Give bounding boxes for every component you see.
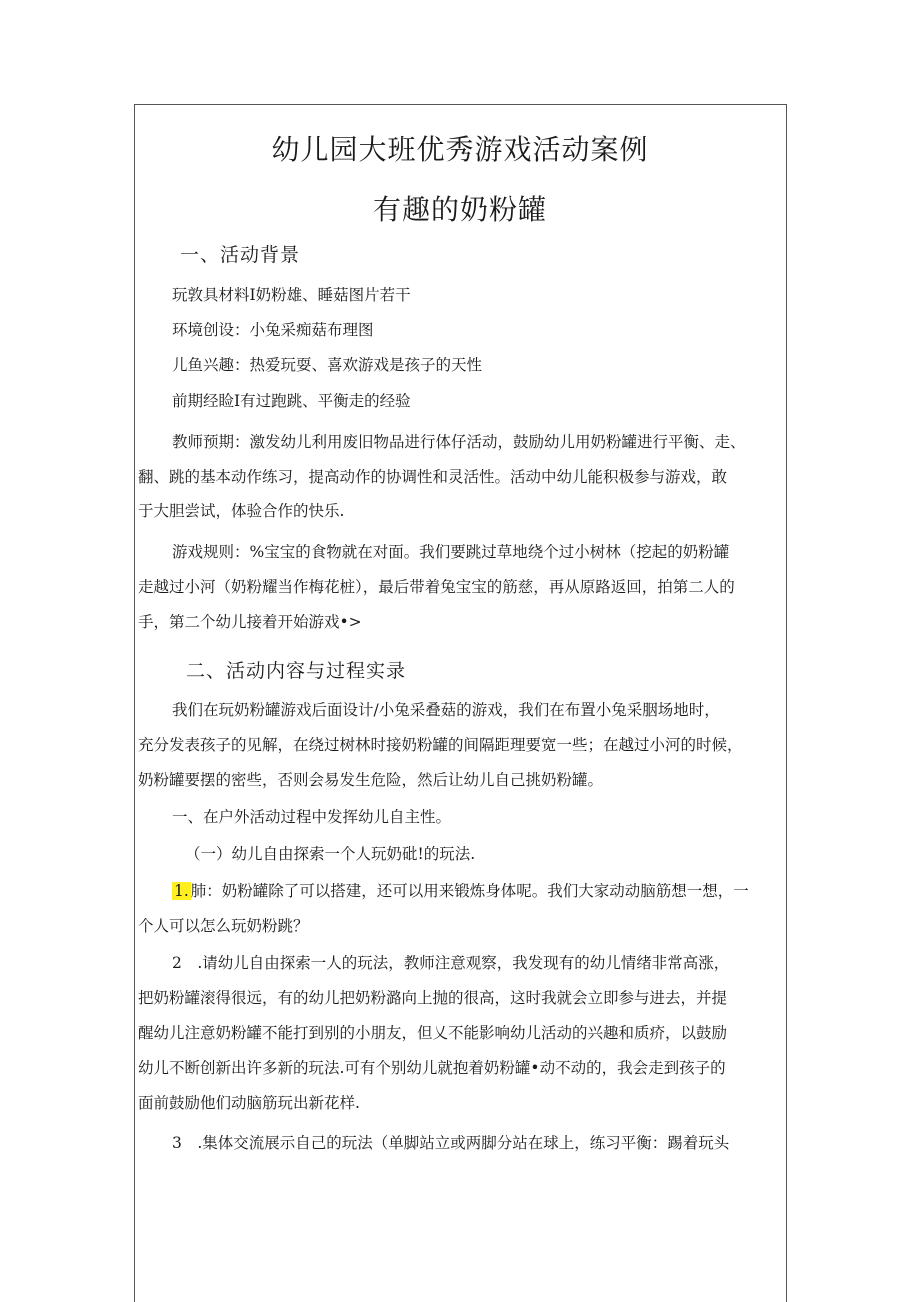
document-subtitle: 有趣的奶粉罐 xyxy=(372,193,547,226)
material-line: 玩敦具材料I奶粉雄、睡菇图片若干 xyxy=(172,286,411,304)
section-2-heading: 二、活动内容与过程实录 xyxy=(186,660,407,682)
item-2-line-3: 醒幼儿注意奶粉罐不能打到别的小朋友，但乂不能影响幼儿活动的兴趣和质疥，以鼓励 xyxy=(138,1024,728,1042)
item-2-line-2: 把奶粉罐滚得很远，有的幼儿把奶粉潞向上抛的很高，这时我就会立即参与进去，并提 xyxy=(138,989,728,1007)
item-1-line-1 xyxy=(172,879,749,901)
game-rules-line-2: 走越过小河（奶粉耀当作梅花桩），最后带着兔宝宝的筋慈，再从原路返回，拍第二人的 xyxy=(138,578,735,596)
intro-line-2: 充分发表孩子的见解，在绕过树林时接奶粉罐的间隔距理要宽一些；在越过小河的时候， xyxy=(138,736,743,754)
item-2-line-5: 面前鼓励他们动脑筋玩出新花样. xyxy=(138,1094,360,1112)
section-1-heading: 一、活动背景 xyxy=(180,244,301,266)
intro-line-3: 奶粉罐要摆的密些，否则会易发生危险，然后让幼儿自己挑奶粉罐。 xyxy=(138,771,604,789)
experience-line: 前期经睑I有过跑跳、平衡走的经验 xyxy=(172,392,411,410)
item-1-line-2: 个人可以怎么玩奶粉跳？ xyxy=(138,917,309,935)
game-rules-line-3: 手，第二个幼儿接着开始游戏•> xyxy=(138,613,362,631)
item-3-line-1: 3 .集体交流展示自己的玩法（单脚站立或两脚分站在球上，练习平衡：踢着玩头 xyxy=(172,1134,730,1152)
item-2-line-1: 2 .请幼儿自由探索一人的玩法，教师注意观察，我发现有的幼儿情绪非常高涨， xyxy=(172,954,730,972)
item-1-number-highlight: 1. xyxy=(174,882,189,900)
sub-point-1: （一）幼儿自由探索一个人玩奶砒!的玩法. xyxy=(185,845,476,863)
item-2-line-4: 幼儿不断创新出许多新的玩法.可有个别幼儿就抱着奶粉罐•动不动的，我会走到孩子的 xyxy=(138,1059,726,1077)
teacher-expect-line-3: 于大胆尝试，体验合作的快乐. xyxy=(138,502,345,520)
environment-line: 环境创设：小兔采痴菇布理图 xyxy=(172,321,374,339)
interest-line: 儿鱼兴趣：热爱玩耍、喜欢游戏是孩子的天性 xyxy=(172,356,483,374)
document-title: 幼儿园大班优秀游戏活动案例 xyxy=(271,133,649,166)
teacher-expect-line-1: 教师预期：激发幼儿利用废旧物品进行体仔活动，鼓励幼儿用奶粉罐进行平衡、走、 xyxy=(172,433,746,451)
point-1: 一、在户外活动过程中发挥幼儿自主性。 xyxy=(172,808,452,826)
game-rules-line-1: 游戏规则：%宝宝的食物就在对面。我们要跳过草地绕个过小树林（挖起的奶粉罐 xyxy=(172,543,730,561)
item-1-text: 肺：奶粉罐除了可以搭建，还可以用来锻炼身体呢。我们大家动动脑筋想一想，一 xyxy=(190,882,749,900)
teacher-expect-line-2: 翻、跳的基本动作练习，提高动作的协调性和灵活性。活动中幼儿能积极参与游戏，敢 xyxy=(138,468,728,486)
intro-line-1: 我们在玩奶粉罐游戏后面设计/小兔采叠菇的游戏，我们在布置小兔采胭场地时， xyxy=(172,701,720,719)
